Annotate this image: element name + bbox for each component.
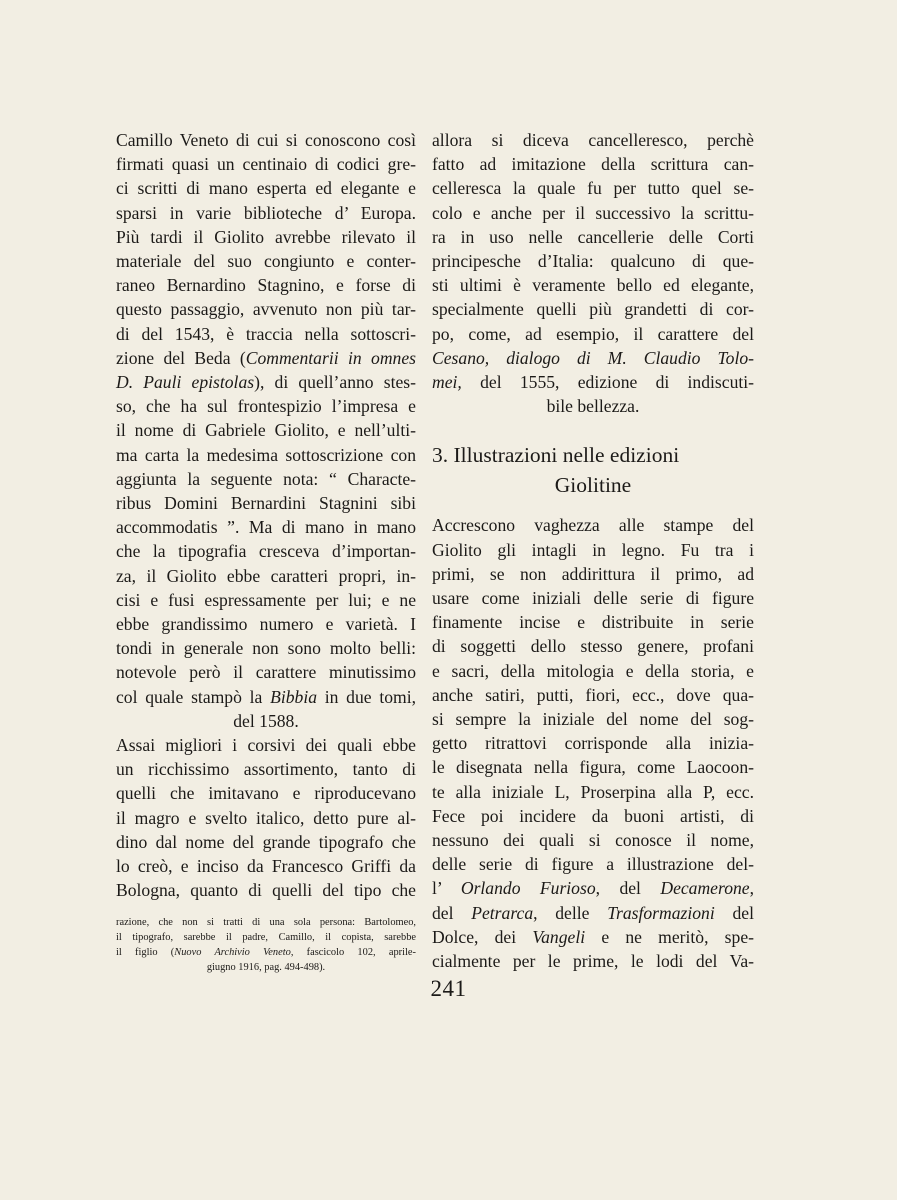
text-line: che la tipografia cresceva d’importan- <box>116 541 416 562</box>
text-run: del <box>432 902 472 923</box>
text-line: un ricchissimo assortimento, tanto di <box>116 759 416 780</box>
text-line: questo passaggio, avvenuto non più tar- <box>116 299 416 320</box>
text-line: raneo Bernardino Stagnino, e forse di <box>116 275 416 296</box>
italic-title: Petrarca <box>471 902 534 923</box>
text-line <box>116 346 416 370</box>
text-line: specialmente quelli più grandetti di cor- <box>432 299 754 320</box>
text-run: il figlio ( <box>116 946 175 958</box>
text-line: aggiunta la seguente nota: “ Characte- <box>116 468 416 489</box>
text-line: Bologna, quanto di quelli del tipo che <box>116 880 416 901</box>
text-line: finamente incise e distribuite in serie <box>432 612 754 633</box>
text-line: Assai migliori i corsivi dei quali ebbe <box>116 735 416 756</box>
text-line <box>432 925 754 949</box>
footnote <box>116 915 416 975</box>
right-column <box>432 128 754 973</box>
text-line: allora si diceva cancelleresco, perchè <box>432 130 754 150</box>
italic-title: Commentarii in omnes <box>245 347 416 368</box>
section-heading <box>432 440 754 500</box>
text-line: ci scritti di mano esperta ed elegante e <box>116 178 416 199</box>
text-line: anche satiri, putti, fiori, ecc., dove qua- <box>432 684 754 705</box>
footnote-line: razione, che non si tratti di una sola persona: Bartolomeo, <box>116 916 416 928</box>
text-line: po, come, ad esempio, il carattere del <box>432 323 754 344</box>
text-line: di del 1543, è traccia nella sottoscri- <box>116 323 416 344</box>
italic-title: Decamerone <box>660 878 750 899</box>
text-line: ebbe grandissimo numero e varietà. I <box>116 614 416 635</box>
text-run: , <box>749 878 754 899</box>
text-line: fatto ad imitazione della scrittura can- <box>432 154 754 175</box>
text-line: Fece poi incidere da buoni artisti, di <box>432 805 754 826</box>
italic-title: Vangeli <box>532 926 586 947</box>
text-line: il nome di Gabriele Giolito, e nell’ulti- <box>116 420 416 441</box>
text-line: si sempre la iniziale del nome del sog- <box>432 709 754 730</box>
text-line: firmati quasi un centinaio di codici gre- <box>116 154 416 175</box>
text-line: colo e anche per il successivo la scrittu- <box>432 202 754 223</box>
text-run: , del <box>595 878 661 899</box>
text-line: il magro e svelto italico, detto pure al- <box>116 807 416 828</box>
italic-title: Orlando Furioso <box>460 878 596 899</box>
text-line: bile bellezza. <box>546 396 640 417</box>
page-number: 241 <box>430 976 467 1001</box>
text-line: le disegnata nella figura, come Laocoon- <box>432 757 754 778</box>
footnote-line: giugno 1916, pag. 494-498). <box>206 961 326 973</box>
right-paragraph-1 <box>432 128 754 418</box>
text-line: ra in uso nelle cancellerie delle Corti <box>432 226 754 247</box>
italic-title: Bibbia <box>270 686 318 707</box>
text-run: ), di quell’anno stes- <box>254 372 417 393</box>
text-line: cialmente per le prime, le lodi del Va- <box>432 951 754 972</box>
text-line: del 1588. <box>233 710 299 731</box>
text-run: Dolce, dei <box>432 926 533 947</box>
text-line: cisi e fusi espressamente per lui; e ne <box>116 589 416 610</box>
italic-title: Cesano, dialogo di M. Claudio Tolo- <box>432 347 754 368</box>
text-line: getto ritrattovi corrisponde alla inizia- <box>432 733 754 754</box>
text-line: e sacri, della mitologia e della storia, e <box>432 660 754 681</box>
footnote-line <box>116 945 416 960</box>
text-line <box>116 370 416 394</box>
text-run: col quale stampò la <box>116 686 271 707</box>
left-column <box>116 128 416 975</box>
text-run: del <box>714 902 754 923</box>
text-line <box>116 685 416 709</box>
text-line: ribus Domini Bernardini Stagnini sibi <box>116 493 416 514</box>
text-line: usare come iniziali delle serie di figure <box>432 588 754 609</box>
text-run: in due tomi, <box>317 686 416 707</box>
text-line: quelli che imitavano e riproducevano <box>116 783 416 804</box>
text-line: accommodatis ”. Ma di mano in mano <box>116 517 416 538</box>
footnote-line: il tipografo, sarebbe il padre, Camillo, il copista, sarebbe <box>116 931 416 943</box>
text-line <box>432 901 754 925</box>
text-line <box>432 370 754 394</box>
italic-title: D. Pauli epistolas <box>116 372 255 393</box>
text-line: lo creò, e inciso da Francesco Griffi da <box>116 856 416 877</box>
text-line <box>432 346 754 370</box>
heading-line: Giolitine <box>554 473 632 498</box>
italic-title: Nuovo Archivio Veneto <box>174 946 291 958</box>
text-line: sti ultimi è veramente bello ed elegante, <box>432 275 754 296</box>
text-line: tondi in generale non sono molto belli: <box>116 638 416 659</box>
text-line: nessuno dei quali si conosce il nome, <box>432 830 754 851</box>
text-line: Camillo Veneto di cui si conoscono così <box>116 130 416 150</box>
text-run: del 1555, edizione di indiscuti- <box>461 372 754 393</box>
left-paragraph-2 <box>116 733 416 902</box>
text-line: celleresca la quale fu per tutto quel se- <box>432 178 754 199</box>
text-run: e ne meritò, spe- <box>585 926 754 947</box>
text-line: so, che ha sul frontespizio l’impresa e <box>116 396 416 417</box>
right-paragraph-2 <box>432 513 754 973</box>
text-line: Accrescono vaghezza alle stampe del <box>432 515 754 536</box>
text-line: notevole però il carattere minutissimo <box>116 662 416 683</box>
heading-line: 3. Illustrazioni nelle edizioni <box>432 443 680 468</box>
text-line: za, il Giolito ebbe caratteri propri, in- <box>116 565 416 586</box>
text-line: sparsi in varie biblioteche d’ Europa. <box>116 202 416 223</box>
left-paragraph-1 <box>116 128 416 733</box>
text-line: primi, se non addirittura il primo, ad <box>432 563 754 584</box>
text-line: ma carta la medesima sottoscrizione con <box>116 444 416 465</box>
text-run: , fascicolo 102, aprile- <box>290 946 416 958</box>
text-run: l’ <box>432 878 461 899</box>
text-line <box>432 876 754 900</box>
text-line: Giolito gli intagli in legno. Fu tra i <box>432 539 754 560</box>
italic-title: mei, <box>432 372 462 393</box>
text-line: materiale del suo congiunto e conter- <box>116 251 416 272</box>
text-run: zione del Beda ( <box>116 347 246 368</box>
text-line: Più tardi il Giolito avrebbe rilevato il <box>116 226 416 247</box>
italic-title: Trasformazioni <box>607 902 715 923</box>
text-run: , delle <box>533 902 608 923</box>
text-line: delle serie di figure a illustrazione del- <box>432 854 754 875</box>
text-line: principesche d’Italia: qualcuno di que- <box>432 251 754 272</box>
text-line: te alla iniziale L, Proserpina alla P, ecc. <box>432 781 754 802</box>
text-line: dino dal nome del grande tipografo che <box>116 831 416 852</box>
text-line: di soggetti dello stesso genere, profani <box>432 636 754 657</box>
